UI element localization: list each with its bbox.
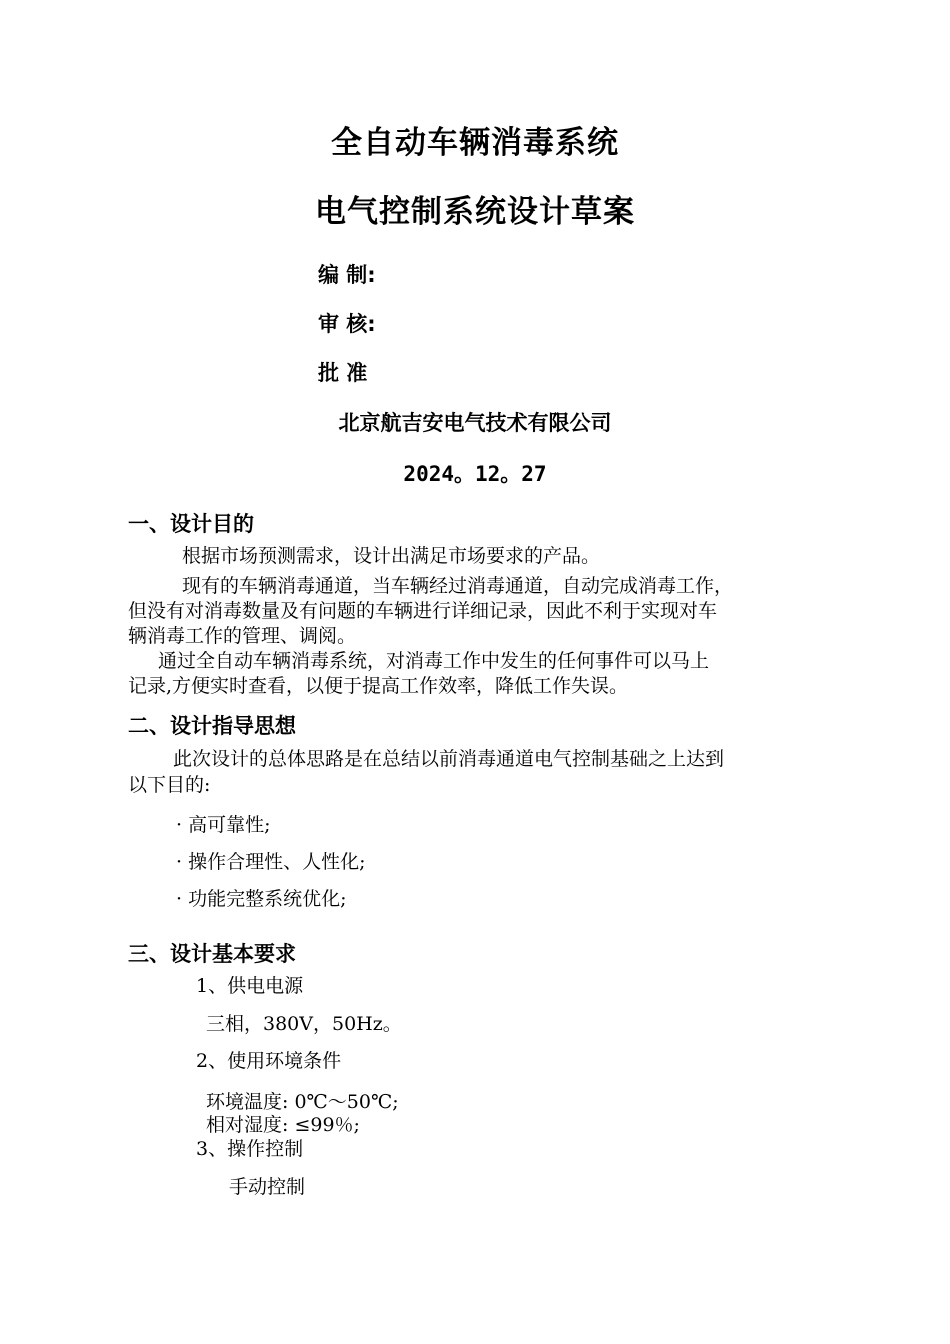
section1-para3-line2: 记录,方便实时查看，以便于提高工作效率，降低工作失误。	[128, 675, 629, 697]
section2-bullet-reliability: · 高可靠性;	[176, 814, 271, 836]
document-title-line2: 电气控制系统设计草案	[315, 194, 635, 230]
section3-heading: 三、设计基本要求	[128, 942, 296, 966]
section1-para2-line1: 现有的车辆消毒通道，当车辆经过消毒通道，自动完成消毒工作，	[182, 575, 734, 597]
section2-intro-line1: 此次设计的总体思路是在总结以前消毒通道电气控制基础之上达到	[173, 748, 725, 770]
approve-label: 批 准	[318, 361, 368, 385]
section2-heading: 二、设计指导思想	[128, 714, 296, 738]
item2-humidity: 相对湿度: ≤99％;	[206, 1114, 360, 1136]
document-date: 2024。12。27	[403, 462, 547, 486]
item3-title: 3、操作控制	[196, 1138, 304, 1160]
section1-para2-line3: 辆消毒工作的管理、调阅。	[128, 625, 357, 647]
review-label: 审 核:	[318, 312, 376, 336]
section1-heading: 一、设计目的	[128, 512, 254, 536]
section2-bullet-usability: · 操作合理性、人性化;	[176, 851, 366, 873]
document-title-line1: 全自动车辆消毒系统	[331, 125, 619, 161]
section2-intro-line2: 以下目的:	[128, 774, 211, 796]
item1-title: 1、供电电源	[196, 975, 304, 997]
section1-para1: 根据市场预测需求，设计出满足市场要求的产品。	[182, 545, 601, 567]
item2-title: 2、使用环境条件	[196, 1050, 342, 1072]
company-name: 北京航吉安电气技术有限公司	[338, 411, 612, 435]
section2-bullet-optimization: · 功能完整系统优化;	[176, 888, 347, 910]
item1-value: 三相，380V，50Hz。	[206, 1013, 402, 1035]
section1-para3-line1: 通过全自动车辆消毒系统，对消毒工作中发生的任何事件可以马上	[158, 650, 710, 672]
compile-label: 编 制:	[318, 263, 376, 287]
section1-para2-line2: 但没有对消毒数量及有问题的车辆进行详细记录，因此不利于实现对车	[128, 600, 718, 622]
item2-temperature: 环境温度: 0℃～50℃;	[206, 1091, 399, 1113]
item3-value: 手动控制	[229, 1176, 306, 1198]
